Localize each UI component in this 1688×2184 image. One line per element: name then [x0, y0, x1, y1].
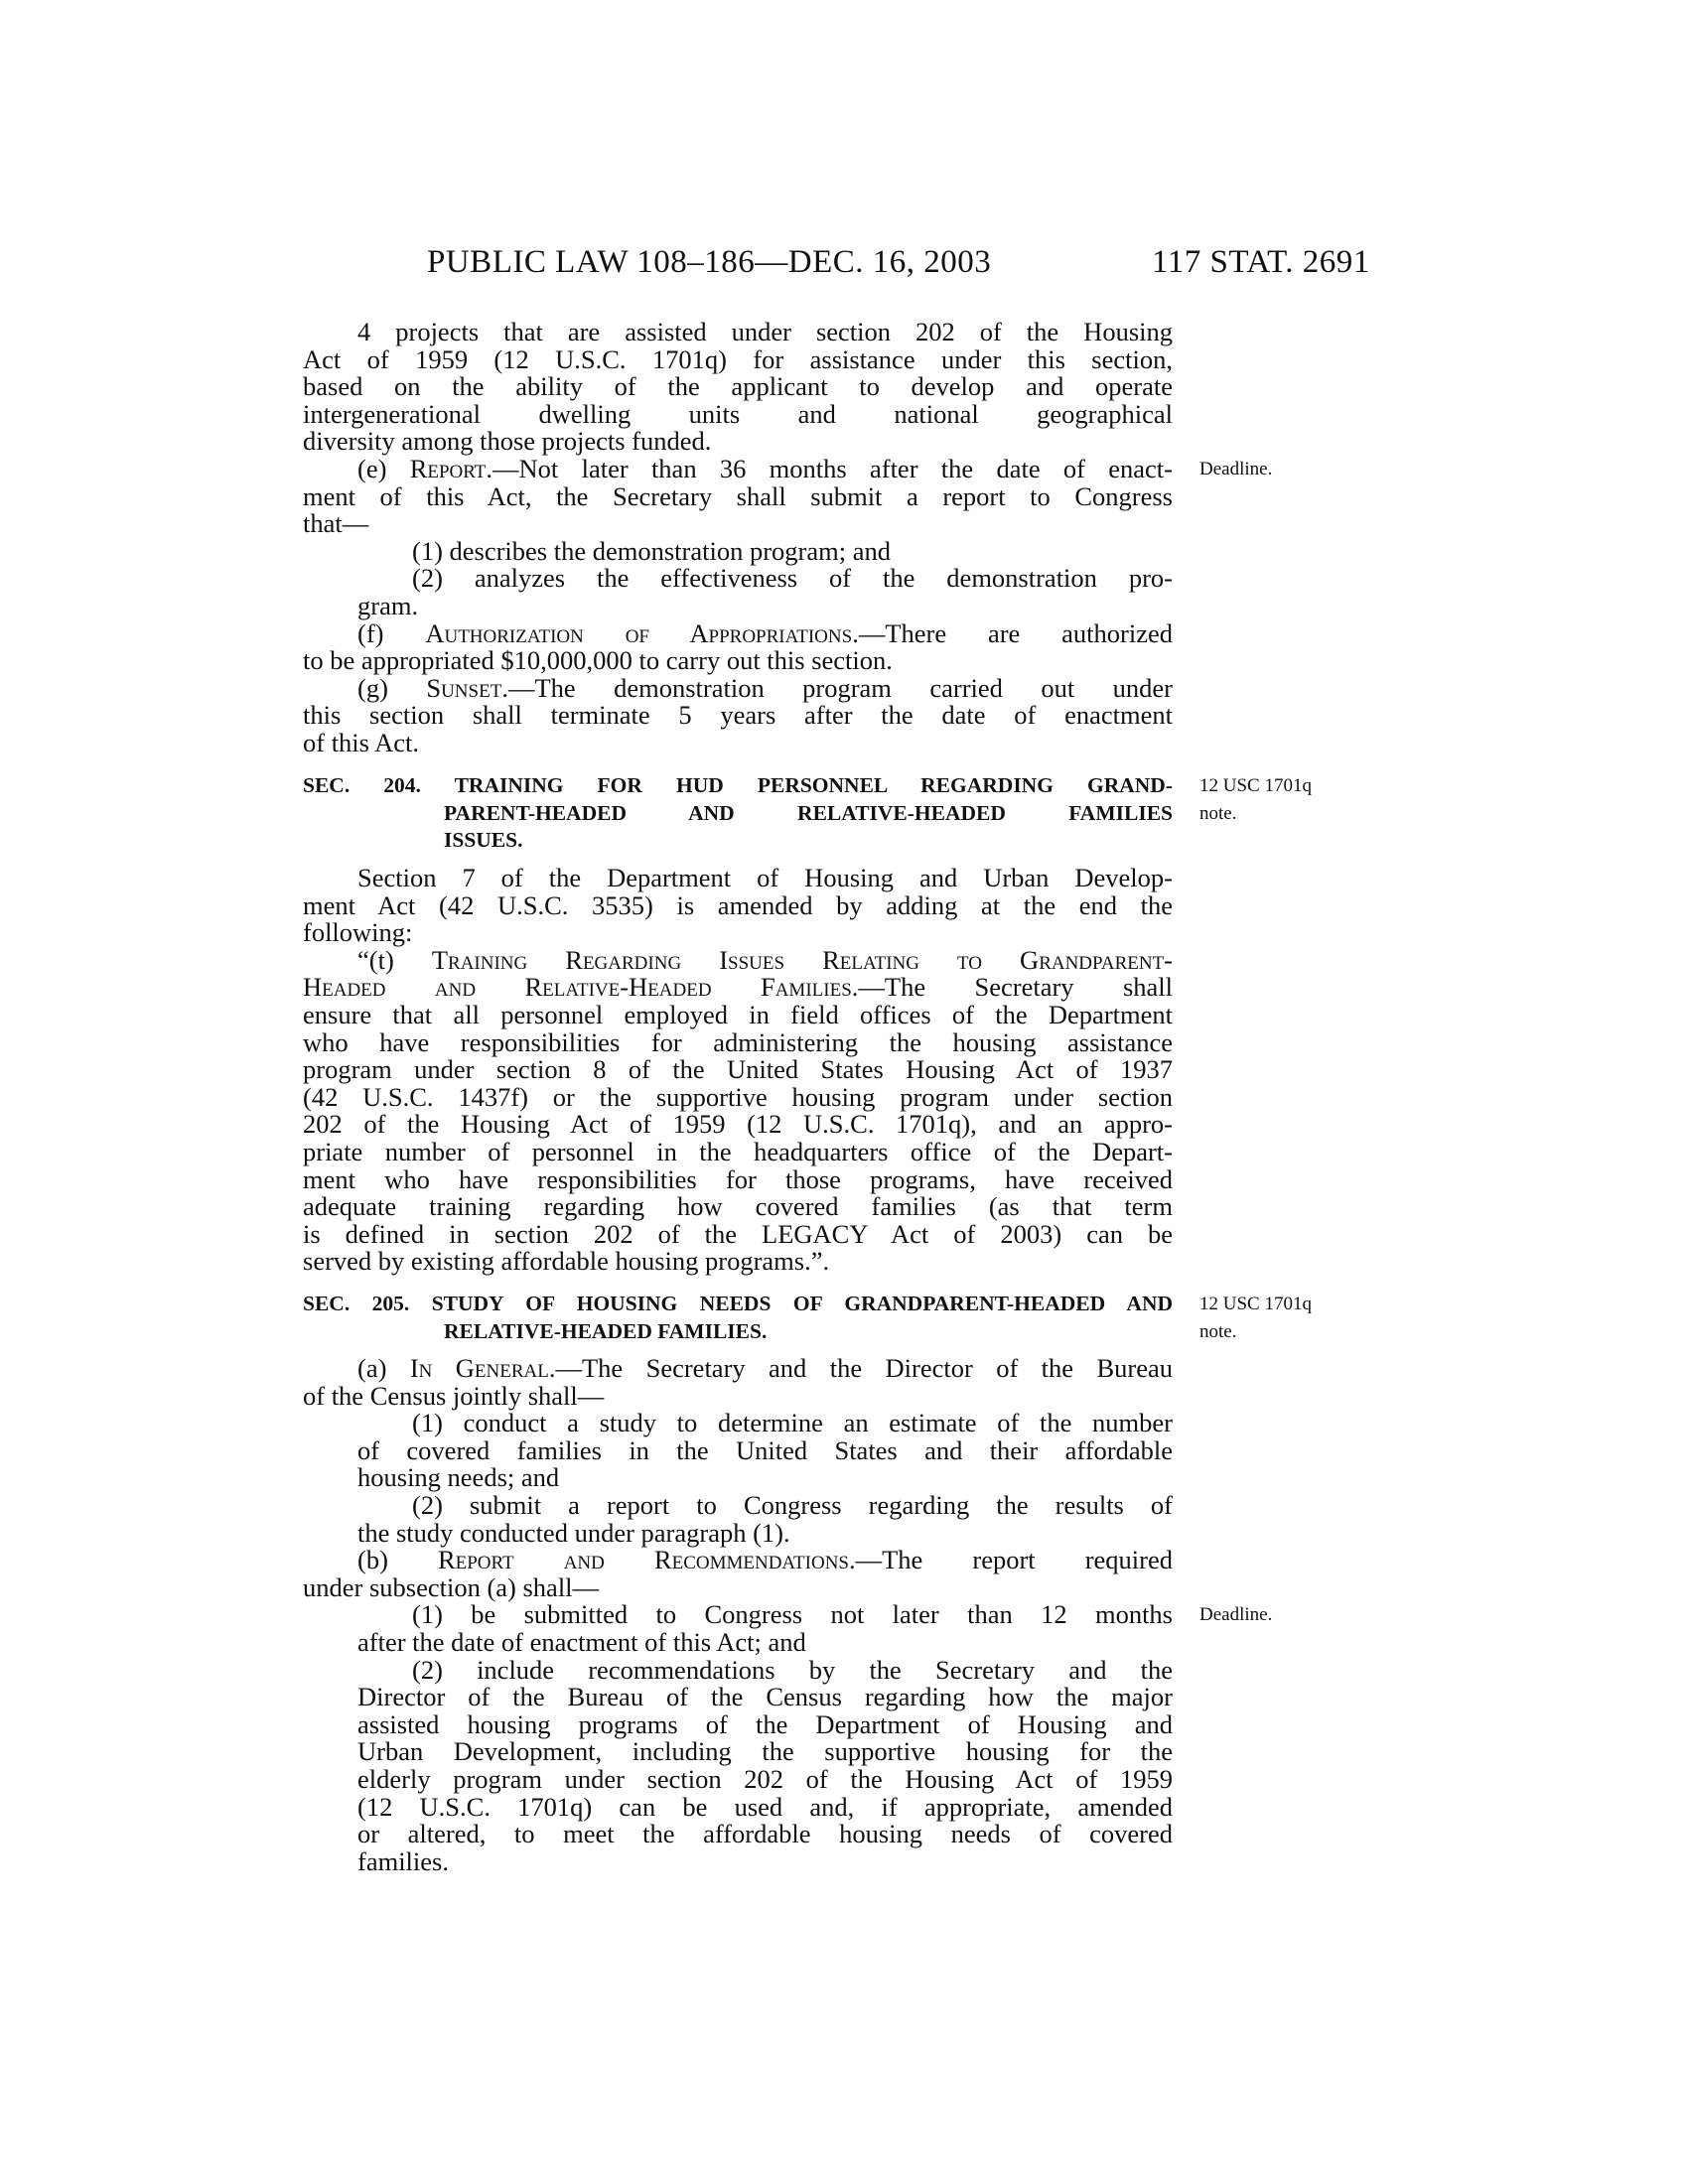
- text-line: [303, 1193, 1173, 1221]
- text-line: [303, 565, 1173, 593]
- line-text: (1) conduct a study to determine an estimate of the number: [412, 1408, 1173, 1438]
- text-line: [303, 373, 1173, 401]
- paragraph-designator: (e): [357, 453, 410, 483]
- subsection-heading: Report and Recommendations: [437, 1545, 849, 1575]
- line-text: (2) include recommendations by the Secretary and the: [412, 1654, 1173, 1685]
- sec204-heading: [303, 772, 1312, 855]
- subsection-heading: In General: [409, 1353, 549, 1383]
- text-line: [303, 1410, 1173, 1437]
- line-text: is defined in section 202 of the LEGACY Act of 2003) can be: [303, 1218, 1173, 1249]
- text-line: [303, 1517, 1173, 1548]
- line-text: that—: [303, 508, 369, 539]
- line-text: under subsection (a) shall—: [303, 1571, 600, 1602]
- line-text: program under section 8 of the United States Housing Act of 1937: [303, 1054, 1173, 1085]
- subsection-heading: Sunset: [426, 672, 502, 703]
- line-text: .—Not later than 36 months after the date of enact-: [486, 453, 1173, 483]
- text-line: [303, 590, 1173, 620]
- line-text: this section shall terminate 5 years after the date of enactment: [303, 700, 1173, 731]
- text-line: [303, 617, 1173, 648]
- line-text: of the Census jointly shall—: [303, 1380, 605, 1411]
- text-line: [303, 1684, 1173, 1711]
- line-text: (42 U.S.C. 1437f) or the supportive housing program under section: [303, 1081, 1173, 1112]
- line-text: (2) analyzes the effectiveness of the demonstration pro-: [412, 563, 1173, 594]
- line-text: to be appropriated $10,000,000 to carry out this section.: [303, 645, 893, 676]
- line-text: who have responsibilities for administering the housing assistance: [303, 1026, 1173, 1057]
- text-line: [303, 1547, 1173, 1574]
- text-line: [303, 919, 1173, 947]
- line-text: ISSUES.: [444, 828, 523, 853]
- sec203-continued-text: [303, 317, 1273, 757]
- line-text: SEC. 204. TRAINING FOR HUD PERSONNEL REGARDING GRAND-: [303, 773, 1173, 797]
- margin-note: 12 USC 1701q: [1199, 1294, 1312, 1314]
- text-line: [303, 1464, 1173, 1492]
- text-line: [303, 510, 1173, 538]
- text-line: [303, 889, 1173, 920]
- page-number: 117 STAT. 2691: [1152, 244, 1370, 280]
- text-line: [303, 1763, 1173, 1794]
- line-text: intergenerational dwelling units and national geographical: [303, 398, 1173, 429]
- text-line: [303, 1599, 1273, 1630]
- line-text: (2) submit a report to Congress regarding the results of: [412, 1489, 1173, 1520]
- margin-note: note.: [1199, 802, 1237, 824]
- sec205-body: [303, 1353, 1273, 1876]
- section-heading-line: [303, 1318, 1237, 1346]
- line-text: Section 7 of the Department of Housing and Urban Develop-: [357, 863, 1173, 892]
- margin-note: Deadline.: [1199, 458, 1273, 479]
- line-text: (1) describes the demonstration program; and: [412, 535, 892, 566]
- line-text: ment who have responsibilities for those programs, have received: [303, 1163, 1173, 1194]
- text-line: [303, 1355, 1173, 1383]
- line-text: priate number of personnel in the headquarters office of the Depart-: [303, 1136, 1173, 1166]
- line-text: 4 projects that are assisted under section 202 of the Housing: [357, 317, 1173, 346]
- text-line: [303, 999, 1173, 1029]
- text-line: [303, 1081, 1173, 1112]
- line-text: or altered, to meet the affordable housing needs of covered: [357, 1819, 1173, 1849]
- line-text: based on the ability of the applicant to develop and operate: [303, 371, 1173, 402]
- line-text: after the date of enactment of this Act; and: [357, 1626, 806, 1657]
- line-text: families.: [357, 1845, 449, 1876]
- line-text: Director of the Bureau of the Census regarding how the major: [357, 1682, 1173, 1712]
- text-line: [303, 1434, 1173, 1465]
- line-text: 202 of the Housing Act of 1959 (12 U.S.C. 1701q), and an appro-: [303, 1109, 1173, 1140]
- text-line: [303, 1136, 1173, 1166]
- line-text: served by existing affordable housing programs.”.: [303, 1246, 830, 1277]
- line-text: adequate training regarding how covered families (as that term: [303, 1191, 1173, 1222]
- line-text: assisted housing programs of the Department of Housing and: [357, 1708, 1173, 1739]
- subsection-heading: Headed and Relative-Headed Families: [303, 972, 852, 1003]
- subsection-heading: Authorization of Appropriations: [425, 617, 853, 648]
- text-line: [303, 1791, 1173, 1822]
- sec205-heading: [303, 1291, 1312, 1345]
- text-line: [303, 1111, 1173, 1139]
- line-text: ment of this Act, the Secretary shall submit a report to Congress: [303, 480, 1173, 511]
- text-line: [303, 319, 1173, 346]
- text-line: [303, 944, 1173, 975]
- line-text: Urban Development, including the supportive housing for the: [357, 1736, 1173, 1767]
- text-line: [303, 1571, 1173, 1602]
- text-line: [303, 1654, 1173, 1685]
- running-header-title: PUBLIC LAW 108–186—DEC. 16, 2003: [427, 244, 992, 280]
- line-text: ment Act (42 U.S.C. 3535) is amended by adding at the end the: [303, 889, 1173, 920]
- text-line: [303, 1821, 1173, 1848]
- text-line: [303, 535, 1173, 566]
- line-text: .—There are authorized: [852, 617, 1173, 648]
- text-line: [303, 672, 1173, 703]
- line-text: elderly program under section 202 of the Housing Act of 1959: [357, 1763, 1173, 1794]
- line-text: housing needs; and: [357, 1462, 560, 1493]
- paragraph-designator: (a): [357, 1353, 410, 1383]
- line-text: PARENT-HEADED AND RELATIVE-HEADED FAMILIES: [444, 800, 1173, 825]
- margin-note: 12 USC 1701q: [1199, 775, 1312, 796]
- text-line: [303, 865, 1173, 892]
- line-text: .—The report required: [849, 1545, 1173, 1575]
- text-line: [303, 343, 1173, 374]
- text-line: [303, 1380, 1173, 1411]
- text-line: [303, 1026, 1173, 1057]
- line-text: .—The demonstration program carried out under: [501, 672, 1173, 703]
- paragraph-designator: (b): [357, 1545, 438, 1575]
- line-text: following:: [303, 917, 413, 948]
- text-line: [303, 1248, 1173, 1276]
- line-text: .—The Secretary shall: [851, 972, 1173, 1003]
- text-line: [303, 702, 1173, 730]
- sec204-body: [303, 865, 1173, 1276]
- margin-note: note.: [1199, 1320, 1237, 1342]
- section-heading-line: [303, 800, 1237, 828]
- section-heading-line: [303, 1291, 1312, 1318]
- line-text: of this Act.: [303, 727, 420, 757]
- text-line: [303, 1056, 1173, 1084]
- text-line: [303, 727, 1173, 757]
- section-heading-line: [303, 772, 1312, 800]
- text-line: [303, 1163, 1173, 1194]
- margin-note: Deadline.: [1199, 1604, 1273, 1626]
- text-line: [303, 1626, 1173, 1657]
- paragraph-designator: (f): [357, 617, 426, 648]
- text-line: [303, 1489, 1173, 1520]
- subsection-heading: Report: [409, 453, 487, 483]
- line-text: Act of 1959 (12 U.S.C. 1701q) for assistance under this section,: [303, 343, 1173, 374]
- text-line: [303, 480, 1173, 511]
- line-text: RELATIVE-HEADED FAMILIES.: [444, 1318, 768, 1343]
- paragraph-designator: (g): [357, 672, 427, 703]
- line-text: .—The Secretary and the Director of the Bureau: [548, 1353, 1173, 1383]
- section-heading-line: [303, 827, 1173, 855]
- text-line: [303, 453, 1273, 483]
- text-line: [303, 1218, 1173, 1249]
- line-text: ensure that all personnel employed in field offices of the Department: [303, 999, 1173, 1029]
- line-text: diversity among those projects funded.: [303, 426, 712, 457]
- text-line: [303, 1845, 1173, 1876]
- line-text: (12 U.S.C. 1701q) can be used and, if appropriate, amended: [357, 1791, 1173, 1822]
- text-line: [303, 398, 1173, 429]
- text-line: [303, 1708, 1173, 1739]
- line-text: SEC. 205. STUDY OF HOUSING NEEDS OF GRANDPARENT-HEADED AND: [303, 1292, 1173, 1315]
- text-line: [303, 428, 1173, 456]
- text-line: [303, 1738, 1173, 1766]
- paragraph-designator: “(t): [357, 944, 432, 975]
- line-text: of covered families in the United States and their affordable: [357, 1434, 1173, 1465]
- line-text: the study conducted under paragraph (1).: [357, 1517, 790, 1548]
- subsection-heading: Training Regarding Issues Relating to Grandparent-: [431, 944, 1173, 975]
- line-text: (1) be submitted to Congress not later than 12 months: [412, 1599, 1173, 1630]
- text-line: [303, 647, 1173, 675]
- line-text: gram.: [357, 590, 419, 620]
- text-line: [303, 974, 1173, 1002]
